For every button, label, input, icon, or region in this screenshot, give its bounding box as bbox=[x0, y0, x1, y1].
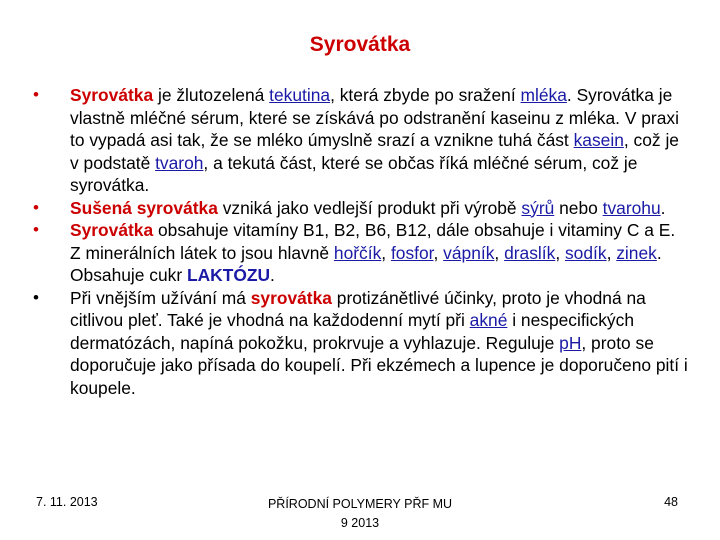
text-run: . bbox=[660, 197, 666, 218]
link-syru[interactable]: sýrů bbox=[521, 197, 555, 218]
footer-date: 7. 11. 2013 bbox=[36, 495, 98, 509]
link-tekutina[interactable]: tekutina bbox=[269, 85, 331, 105]
bullet-dot-icon: • bbox=[33, 85, 39, 104]
highlight-term: syrovátka bbox=[250, 287, 332, 308]
link-kasein[interactable]: kasein bbox=[573, 130, 624, 150]
text-run: Při vnějším užívání má bbox=[70, 287, 251, 308]
text-run: , což je v podstatě bbox=[70, 130, 679, 173]
footer-course-line1: PŘÍRODNÍ POLYMERY PŘF MU bbox=[267, 497, 453, 511]
bullet-list bbox=[28, 84, 688, 399]
bullet-dot-icon: • bbox=[33, 197, 39, 217]
bullet-dot-icon: • bbox=[33, 287, 39, 307]
footer-page-number: 48 bbox=[664, 495, 678, 509]
text-run: , bbox=[494, 242, 505, 263]
link-sodik[interactable]: sodík bbox=[564, 242, 607, 263]
bullet-item-4 bbox=[28, 287, 688, 400]
highlight-term: Syrovátka bbox=[70, 220, 154, 240]
text-run: . Obsahuje cukr bbox=[70, 242, 662, 285]
text-run: vzniká jako vedlejší produkt při výrobě bbox=[217, 197, 522, 218]
bullet-item-2 bbox=[28, 197, 688, 220]
bullet-text bbox=[70, 288, 688, 398]
text-run: nebo bbox=[554, 197, 603, 218]
text-run: , která zbyde po sražení bbox=[330, 85, 521, 105]
text-run: , proto se doporučuje jako přísada do koupelí. Při ekzémech a lupence je doporučeno pití i koupele. bbox=[70, 332, 688, 398]
link-akne[interactable]: akné bbox=[469, 310, 508, 330]
link-fosfor[interactable]: fosfor bbox=[390, 242, 434, 263]
text-run: , bbox=[555, 242, 565, 263]
highlight-term: Syrovátka bbox=[70, 85, 154, 105]
slide-title: Syrovátka bbox=[309, 33, 411, 56]
footer-course bbox=[0, 495, 720, 533]
text-run: protizánětlivé účinky, proto je vhodná na citlivou pleť. Také je vhodná na každodenní mytí při bbox=[70, 287, 646, 330]
text-run: i nespecifických dermatózách, napíná pokožku, prokrvuje a vyhlazuje. Reguluje bbox=[70, 310, 634, 353]
text-run: je žlutozelená bbox=[153, 85, 270, 105]
link-tvaroh[interactable]: tvaroh bbox=[155, 152, 204, 173]
link-horcik[interactable]: hořčík bbox=[333, 242, 382, 263]
text-run: . Syrovátka je vlastně mléčné sérum, které se získává po odstranění kaseinu z mléka. V praxi to vypadá asi tak, že se mléko úmyslně srazí a vznikne tuhá část bbox=[70, 85, 679, 150]
bullet-item-3 bbox=[28, 219, 688, 287]
bullet-text bbox=[70, 220, 675, 285]
link-ph[interactable]: pH bbox=[559, 332, 582, 353]
text-run: , bbox=[381, 242, 391, 263]
link-vapnik[interactable]: vápník bbox=[443, 242, 495, 263]
text-run: , bbox=[433, 242, 444, 263]
bullet-text bbox=[70, 198, 666, 218]
link-tvarohu[interactable]: tvarohu bbox=[602, 197, 661, 218]
footer-course-line2: 9 2013 bbox=[340, 516, 380, 530]
link-draslik[interactable]: draslík bbox=[504, 242, 556, 263]
text-run: , bbox=[606, 242, 617, 263]
link-zinek[interactable]: zinek bbox=[616, 242, 657, 263]
bullet-dot-icon: • bbox=[33, 220, 39, 239]
text-run: . bbox=[270, 265, 275, 285]
link-mleka[interactable]: mléka bbox=[520, 85, 567, 105]
bullet-text bbox=[70, 85, 679, 195]
highlight-laktoza: LAKTÓZU bbox=[186, 265, 271, 285]
bullet-item-1 bbox=[28, 84, 688, 197]
highlight-term: Sušená syrovátka bbox=[70, 197, 218, 218]
text-run: , a tekutá část, které se občas říká mléčné sérum, což je syrovátka. bbox=[70, 152, 638, 195]
text-run: obsahuje vitamíny B1, B2, B6, B12, dále obsahuje i vitaminy C a E. Z minerálních látek to jsou hlavně bbox=[70, 220, 676, 263]
